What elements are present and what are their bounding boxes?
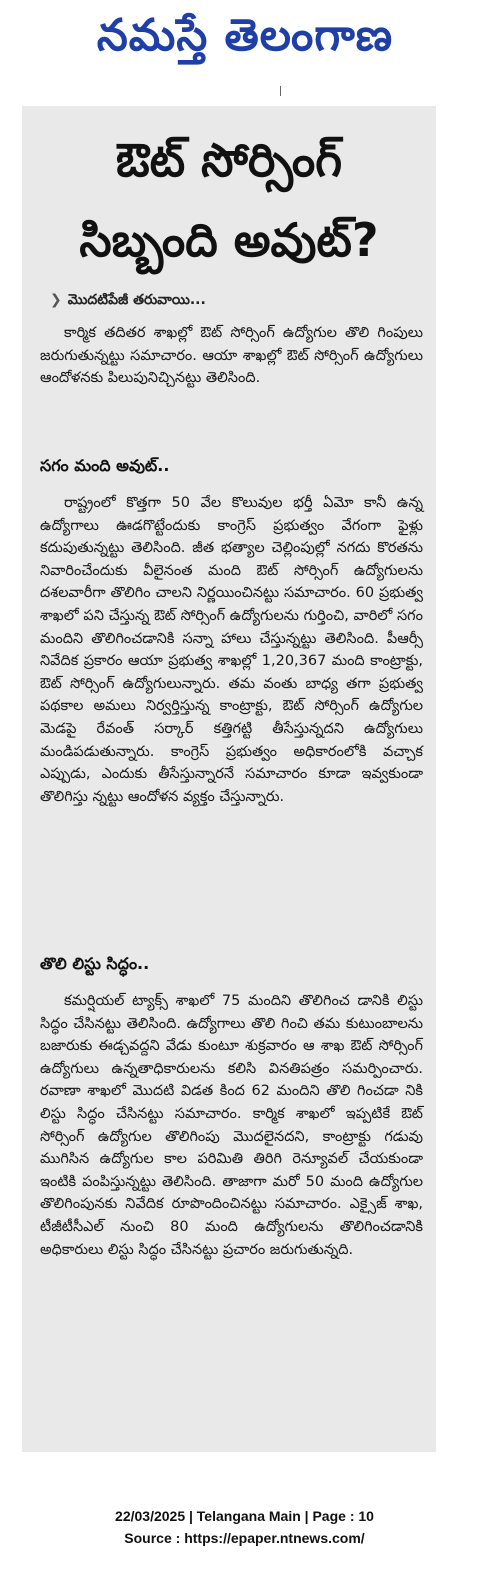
masthead-logo	[40, 10, 450, 72]
subheading-2: తొలి లిస్టు సిద్ధం..	[40, 954, 150, 973]
paragraph-3: కమర్షియల్ ట్యాక్స్ శాఖలో 75 మందిని తొలిగించ డానికి లిస్టు సిద్ధం చేసినట్టు తెలిసింది. ఉద్యోగాలు తొలి గించి తమ కుటుంబాలను బజారుకు ఈడ్చవద్దని వేడు కుంటూ శుక్రవారం ఆ శాఖ ఔట్ సోర్సింగ్ ఉద్యోగులు ఉన్నతాధికారులను కలిసి వినతిపత్రం సమర్పించారు. రవాణా శాఖలో మొదటి విడత కింద 62 మందిని తొలి గించడా నికి లిస్టు సిద్ధం చేసినట్టు సమాచారం. కార్మిక శాఖలో ఇప్పటికే ఔట్ సోర్సింగ్ ఉద్యోగుల తొలిగింపు మొదలైనదని, కాంట్రాక్టు గడువు ముగిసిన ఉద్యోగుల కాల పరిమితి తిరిగి రెన్యూవల్ చేయకుండా ఇంటికి పంపిస్తున్నట్టు తెలిసింది. తాజాగా మరో 50 మంది ఉద్యోగుల తొలిగింపునకు నివేదిక రూపొందించినట్టు సమాచారం. ఎక్సైజ్ శాఖ, టీజీటీసీఎల్ నుంచి 80 మంది ఉద్యోగులను తొలిగించడానికి అధికారులు లిస్టు సిద్ధం చేసినట్టు ప్రచారం జరుగుతున్నది.	[40, 993, 423, 1258]
headline-line-1: ఔట్ సోర్సింగ్	[115, 133, 343, 187]
subheading-1: సగం మంది అవుట్..	[40, 456, 170, 475]
paragraph-1: కార్మిక తదితర శాఖల్లో ఔట్ సోర్సింగ్ ఉద్యోగుల తొలి గింపులు జరుగుతున్నట్టు సమాచారం. ఆయా శాఖల్లో ఔట్ సోర్సింగ్ ఉద్యోగులు ఆందోళనకు పిలుపునిచ్చినట్టు తెలిసింది.	[40, 325, 423, 387]
article-clipping	[22, 106, 436, 1452]
masthead-title: నమస్తే తెలంగాణ	[96, 10, 394, 61]
masthead-divider	[280, 86, 287, 96]
footer-source: Source : https://epaper.ntnews.com/	[124, 1530, 365, 1546]
chevron-right-icon: ❯	[50, 292, 62, 308]
footer-date-page: 22/03/2025 | Telangana Main | Page : 10	[115, 1508, 374, 1524]
kicker-text: మొదటిపేజీ తరువాయి...	[67, 292, 206, 308]
paragraph-2: రాష్ట్రంలో కొత్తగా 50 వేల కొలువుల భర్తీ ఏమో కానీ ఉన్న ఉద్యోగాలు ఊడగొట్టేందుకు కాంగ్రెస్ ప్రభుత్వం వేగంగా ఫైళ్లు కదుపుతున్నట్టు తెలిసింది. జీత భత్యాల చెల్లింపుల్లో నగదు కొరతను నివారించేందుకు వీలైనంత మంది ఔట్ సోర్సింగ్ ఉద్యోగులను దశలవారీగా తొలిగిం చాలని నిర్ణయించినట్టు సమాచారం. 60 ప్రభుత్వ శాఖలో పని చేస్తున్న ఔట్ సోర్సింగ్ ఉద్యోగులను గుర్తించి, వారిలో సగం మందిని తొలిగించడానికి సన్నా హాలు చేస్తున్నట్టు తెలిసింది. పీఆర్సీ నివేదిక ప్రకారం ఆయా ప్రభుత్వ శాఖల్లో 1,20,367 మంది కాంట్రాక్టు, ఔట్ సోర్సింగ్ ఉద్యోగులున్నారు. తమ వంతు బాధ్య తగా ప్రభుత్వ పథకాల అమలు నిర్వర్తిస్తున్న కాంట్రాక్టు, ఔట్ సోర్సింగ్ ఉద్యోగుల మెడపై రేవంత్ సర్కార్ కత్తిగట్టి తీసేస్తున్నదని ఉద్యోగులు మండిపడుతున్నారు. కాంగ్రెస్ ప్రభుత్వం అధికారంలోకి వచ్చాక ఎప్పుడు, ఎందుకు తీసేస్తున్నారనే సమాచారం కూడా ఇవ్వకుండా తొలిగిస్తు న్నట్టు ఆందోళన వ్యక్తం చేస్తున్నారు.	[40, 495, 423, 805]
continued-kicker	[50, 292, 206, 311]
headline-line-2: సిబ్బంది అవుట్?	[79, 213, 379, 267]
